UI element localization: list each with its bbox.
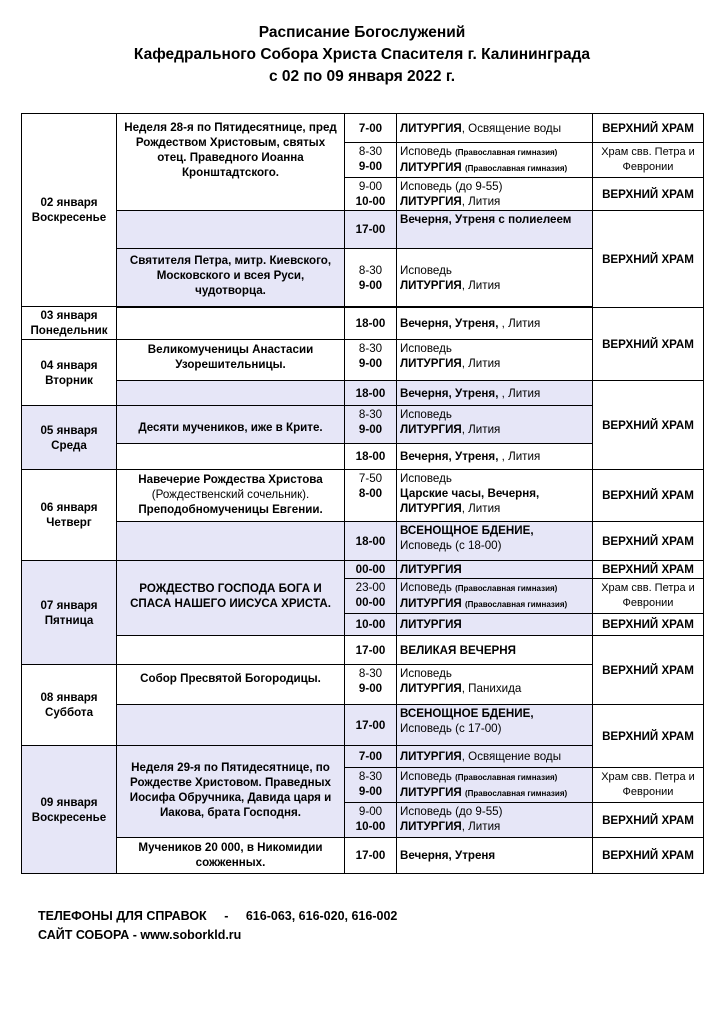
service-cell: ЛИТУРГИЯ bbox=[397, 561, 593, 579]
feast-description: Святителя Петра, митр. Киевского, Московского и всея Руси, чудотворца. bbox=[117, 249, 345, 307]
time-cell: 18-00 bbox=[345, 308, 397, 340]
time-cell: 8-30 9-00 bbox=[345, 340, 397, 381]
place-cell: ВЕРХНИЙ ХРАМ bbox=[593, 211, 704, 308]
place-cell: ВЕРХНИЙ ХРАМ bbox=[593, 803, 704, 838]
empty-cell bbox=[117, 705, 345, 746]
place-cell: Храм свв. Петра и Февронии bbox=[593, 143, 704, 178]
service-cell: Исповедь (Православная гимназия) ЛИТУРГИЯ (Православная гимназия) bbox=[397, 768, 593, 803]
phones-separator: - bbox=[224, 909, 229, 923]
service-cell: Исповедь ЛИТУРГИЯ, Лития bbox=[397, 249, 593, 307]
day-cell bbox=[22, 406, 117, 470]
place-cell: ВЕРХНИЙ ХРАМ bbox=[593, 114, 704, 143]
table-row bbox=[22, 211, 704, 249]
time-cell: 17-00 bbox=[345, 636, 397, 665]
page-footer bbox=[38, 907, 397, 945]
empty-cell bbox=[117, 308, 345, 340]
time-cell: 00-00 bbox=[345, 561, 397, 579]
table-row bbox=[22, 308, 704, 340]
empty-cell bbox=[117, 211, 345, 249]
weekday-label: Вторник bbox=[45, 373, 93, 387]
time-cell: 17-00 bbox=[345, 705, 397, 746]
feast-description: Собор Пресвятой Богородицы. bbox=[117, 665, 345, 705]
day-cell bbox=[22, 470, 117, 561]
time-cell: 17-00 bbox=[345, 838, 397, 874]
empty-cell bbox=[117, 381, 345, 406]
feast-description: Великомученицы Анастасии Узорешительницы. bbox=[117, 340, 345, 381]
title-line-3: с 02 по 09 января 2022 г. bbox=[268, 68, 456, 85]
place-cell: ВЕРХНИЙ ХРАМ bbox=[593, 381, 704, 470]
service-cell: Исповедь ЛИТУРГИЯ, Лития bbox=[397, 406, 593, 444]
weekday-label: Четверг bbox=[46, 516, 92, 529]
table-row bbox=[22, 381, 704, 406]
place-cell: ВЕРХНИЙ ХРАМ bbox=[593, 614, 704, 636]
time-cell: 17-00 bbox=[345, 211, 397, 249]
date-label: 09 января bbox=[40, 795, 98, 809]
feast-description: Неделя 29-я по Пятидесятнице, по Рождестве Христовом. Праведных Иосифа Обручника, Давида царя и Иакова, брата Господня. bbox=[117, 746, 345, 838]
date-label: 06 января bbox=[40, 501, 98, 514]
time-cell: 8-30 9-00 bbox=[345, 143, 397, 178]
place-cell: ВЕРХНИЙ ХРАМ bbox=[593, 308, 704, 381]
service-cell: Исповедь (до 9-55) ЛИТУРГИЯ, Лития bbox=[397, 803, 593, 838]
service-cell: Вечерня, Утреня, , Лития bbox=[397, 444, 593, 470]
service-cell: Вечерня, Утреня, , Лития bbox=[397, 381, 593, 406]
phones-label: ТЕЛЕФОНЫ ДЛЯ СПРАВОК bbox=[38, 909, 207, 923]
place-cell: ВЕРХНИЙ ХРАМ bbox=[593, 470, 704, 522]
day-cell bbox=[22, 665, 117, 746]
place-cell: ВЕРХНИЙ ХРАМ bbox=[593, 636, 704, 705]
service-cell: Исповедь (Православная гимназия) ЛИТУРГИЯ (Православная гимназия) bbox=[397, 143, 593, 178]
service-cell: Вечерня, Утреня, , Лития bbox=[397, 308, 593, 340]
place-cell: Храм свв. Петра и Февронии bbox=[593, 768, 704, 803]
service-cell: ЛИТУРГИЯ bbox=[397, 614, 593, 636]
table-row bbox=[22, 470, 704, 522]
time-cell: 18-00 bbox=[345, 522, 397, 561]
day-cell bbox=[22, 114, 117, 307]
time-cell: 18-00 bbox=[345, 444, 397, 470]
date-label: 07 января bbox=[40, 598, 98, 612]
service-cell: ВСЕНОЩНОЕ БДЕНИЕ, Исповедь (с 17-00) bbox=[397, 705, 593, 746]
table-row bbox=[22, 114, 704, 143]
time-cell: 7-00 bbox=[345, 746, 397, 768]
empty-cell bbox=[117, 444, 345, 470]
service-cell: Вечерня, Утреня с полиелеем bbox=[397, 211, 593, 249]
place-cell: ВЕРХНИЙ ХРАМ bbox=[593, 522, 704, 561]
date-label: 04 января bbox=[40, 358, 98, 372]
service-cell: Исповедь ЛИТУРГИЯ, Лития bbox=[397, 340, 593, 381]
weekday-label: Понедельник bbox=[30, 324, 108, 337]
service-cell: Исповедь ЛИТУРГИЯ, Панихида bbox=[397, 665, 593, 705]
table-row bbox=[22, 838, 704, 874]
date-label: 02 января bbox=[40, 196, 98, 209]
page-header bbox=[0, 22, 724, 88]
place-cell: ВЕРХНИЙ ХРАМ bbox=[593, 705, 704, 768]
time-cell: 18-00 bbox=[345, 381, 397, 406]
empty-cell bbox=[117, 636, 345, 665]
site-line bbox=[38, 926, 397, 945]
feast-description: Мучеников 20 000, в Никомидии сожженных. bbox=[117, 838, 345, 874]
date-label: 05 января bbox=[40, 423, 98, 437]
time-cell: 9-00 10-00 bbox=[345, 178, 397, 211]
date-label: 08 января bbox=[40, 691, 98, 704]
site-label: САЙТ СОБОРА - bbox=[38, 928, 137, 942]
site-url[interactable]: www.soborkld.ru bbox=[140, 928, 242, 942]
table-row bbox=[22, 561, 704, 579]
service-cell: Исповедь (Православная гимназия) ЛИТУРГИЯ (Православная гимназия) bbox=[397, 579, 593, 614]
table-row bbox=[22, 705, 704, 746]
empty-cell bbox=[117, 522, 345, 561]
table-row bbox=[22, 636, 704, 665]
time-cell: 7-00 bbox=[345, 114, 397, 143]
service-cell: Вечерня, Утреня bbox=[397, 838, 593, 874]
title-line-2: Кафедрального Собора Христа Спасителя г. Калининграда bbox=[133, 46, 591, 63]
service-cell: ВСЕНОЩНОЕ БДЕНИЕ, Исповедь (с 18-00) bbox=[397, 522, 593, 561]
title-line-1: Расписание Богослужений bbox=[258, 24, 466, 41]
weekday-label: Воскресенье bbox=[31, 810, 107, 824]
schedule-table bbox=[21, 113, 704, 874]
time-cell: 8-30 9-00 bbox=[345, 768, 397, 803]
time-cell: 8-30 9-00 bbox=[345, 249, 397, 307]
date-label: 03 января bbox=[40, 309, 98, 322]
weekday-label: Пятница bbox=[44, 613, 94, 627]
service-cell: Исповедь (до 9-55) ЛИТУРГИЯ, Лития bbox=[397, 178, 593, 211]
feast-description: Десяти мучеников, иже в Крите. bbox=[117, 406, 345, 444]
phones-line bbox=[38, 907, 397, 926]
place-cell: Храм свв. Петра и Февронии bbox=[593, 579, 704, 614]
day-cell bbox=[22, 307, 117, 340]
service-cell: ЛИТУРГИЯ, Освящение воды bbox=[397, 114, 593, 143]
service-cell: ЛИТУРГИЯ, Освящение воды bbox=[397, 746, 593, 768]
time-cell: 7-50 8-00 bbox=[345, 470, 397, 522]
place-cell: ВЕРХНИЙ ХРАМ bbox=[593, 838, 704, 874]
time-cell: 8-30 9-00 bbox=[345, 665, 397, 705]
day-cell bbox=[22, 340, 117, 406]
service-cell: Исповедь Царские часы, Вечерня, ЛИТУРГИЯ, Лития bbox=[397, 470, 593, 522]
day-cell bbox=[22, 561, 117, 665]
time-cell: 8-30 9-00 bbox=[345, 406, 397, 444]
day-cell bbox=[22, 746, 117, 874]
feast-description: РОЖДЕСТВО ГОСПОДА БОГА И СПАСА НАШЕГО ИИСУСА ХРИСТА. bbox=[117, 561, 345, 636]
place-cell: ВЕРХНИЙ ХРАМ bbox=[593, 178, 704, 211]
feast-description: Неделя 28-я по Пятидесятнице, пред Рождеством Христовым, святых отец. Праведного Иоанна Кронштадтского. bbox=[117, 114, 345, 211]
phone-numbers: 616-063, 616-020, 616-002 bbox=[245, 909, 398, 923]
time-cell: 10-00 bbox=[345, 614, 397, 636]
time-cell: 23-00 00-00 bbox=[345, 579, 397, 614]
table-row bbox=[22, 522, 704, 561]
feast-description: Навечерие Рождества Христова (Рождественский сочельник). Преподобномученицы Евгении. bbox=[117, 470, 345, 522]
weekday-label: Среда bbox=[51, 438, 87, 452]
weekday-label: Воскресенье bbox=[31, 211, 107, 224]
service-cell: ВЕЛИКАЯ ВЕЧЕРНЯ bbox=[397, 636, 593, 665]
place-cell: ВЕРХНИЙ ХРАМ bbox=[593, 561, 704, 579]
time-cell: 9-00 10-00 bbox=[345, 803, 397, 838]
weekday-label: Суббота bbox=[44, 706, 94, 719]
